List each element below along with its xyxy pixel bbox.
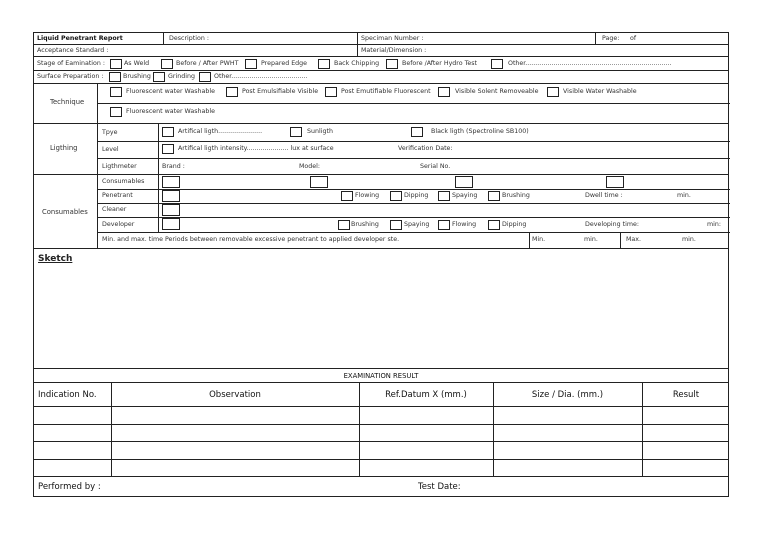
technique-label: Technique [50,98,85,106]
penetrant-box[interactable] [162,190,180,202]
pen-brushing-checkbox[interactable] [488,191,500,201]
period-label: Min. and max. time Periods between removable excessive penetrant to applied developer ste. [102,236,400,243]
intensity-label: Artifical ligth intensity..................... lux at surface [178,145,334,152]
serial-label: Serial No. [420,163,451,170]
artificial-light-checkbox[interactable] [162,127,174,137]
dev-brushing-label: Brushing [351,221,379,228]
prepared-edge-checkbox[interactable] [245,59,257,69]
dev-dipping-checkbox[interactable] [488,220,500,230]
pen-dipping-label: Dipping [404,192,429,199]
lightmeter-label: Ligthmeter [102,163,137,170]
dev-flowing-label: Flowing [452,221,477,228]
fluor-water-2-label: Fluorescent water Washable [126,108,215,115]
brushing-label: Brushing [123,73,151,80]
post-emul-fluor-label: Post Emutifiable Fluorescent [341,88,431,95]
dev-dipping-label: Dipping [502,221,527,228]
post-emul-fluor-checkbox[interactable] [325,87,337,97]
post-emul-visible-label: Post Emulsifiable Visible [242,88,319,95]
consumables-box-4[interactable] [606,176,624,188]
verification-date-label: Verification Date: [398,145,453,152]
cleaner-label: Cleaner [102,206,127,213]
stage-other-checkbox[interactable] [491,59,503,69]
specimen-number-label: Speciman Number : [361,35,424,42]
prepared-edge-label: Prepared Edge [261,60,308,67]
visible-solvent-label: Visible Solent Removeable [455,88,539,95]
col-ref-datum: Ref.Datum X (mm.) [385,390,467,400]
pwht-label: Before / After PWHT [176,60,239,67]
post-emul-visible-checkbox[interactable] [226,87,238,97]
cleaner-box[interactable] [162,204,180,216]
test-date-label: Test Date: [418,482,461,492]
pen-flowing-label: Flowing [355,192,380,199]
dwell-unit-label: min. [677,192,691,199]
header-row [33,32,729,45]
sketch-label: Sketch [38,254,73,264]
page-label: Page: [602,35,620,42]
lighting-level-label: Level [102,146,119,153]
model-label: Model: [299,163,321,170]
period-max-unit: min. [682,236,696,243]
pen-flowing-checkbox[interactable] [341,191,353,201]
footer-row [33,477,729,497]
sketch-area[interactable] [33,249,729,369]
consumables-label: Consumables [42,208,88,216]
penetrant-label: Penetrant [102,192,133,199]
sunlight-checkbox[interactable] [290,127,302,137]
brand-label: Brand : [162,163,185,170]
table-row[interactable] [33,425,729,442]
developer-box[interactable] [162,218,180,230]
result-header-row [33,383,729,407]
technique-block [33,84,729,124]
lighting-block [33,124,729,175]
dev-brushing-checkbox[interactable] [338,220,350,230]
pen-spaying-label: Spaying [452,192,478,199]
dev-spaying-label: Spaying [404,221,430,228]
consumables-row-label: Consumables [102,178,145,185]
result-title: EXAMINATION RESULT [343,372,419,380]
performed-by-label: Performed by : [38,482,101,492]
developing-unit-label: min: [707,221,721,228]
back-chipping-label: Back Chipping [334,60,380,67]
back-chipping-checkbox[interactable] [318,59,330,69]
period-min-label: Min. [532,236,546,243]
lighting-label: Ligthing [50,144,78,152]
surface-row [33,71,729,84]
consumables-box-3[interactable] [455,176,473,188]
table-row[interactable] [33,460,729,477]
as-weld-checkbox[interactable] [110,59,122,69]
consumables-box-1[interactable] [162,176,180,188]
black-light-checkbox[interactable] [411,127,423,137]
fluor-water-checkbox[interactable] [110,87,122,97]
dev-spaying-checkbox[interactable] [390,220,402,230]
pen-brushing-label: Brushing [502,192,530,199]
material-label: Material/Dimension : [361,47,427,54]
consumables-block [33,175,729,249]
col-size: Size / Dia. (mm.) [531,390,604,400]
hydro-test-checkbox[interactable] [386,59,398,69]
dwell-time-label: Dwell time : [585,192,623,199]
stage-other-label: Other......................................................................... [508,60,672,67]
pen-dipping-checkbox[interactable] [390,191,402,201]
grinding-label: Grinding [168,73,195,80]
grinding-checkbox[interactable] [153,72,165,82]
sunlight-label: Sunligth [307,128,333,135]
table-row[interactable] [33,442,729,460]
consumables-box-2[interactable] [310,176,328,188]
black-light-label: Black ligth (Spectroline SB100) [431,128,529,135]
developer-label: Developer [102,221,135,228]
visible-solvent-checkbox[interactable] [438,87,450,97]
period-max-label: Max. [626,236,642,243]
col-indication: Indication No. [38,390,97,400]
result-title-row [33,369,729,383]
col-result: Result [672,390,700,400]
dev-flowing-checkbox[interactable] [438,220,450,230]
description-label: Description : [169,35,209,42]
lighting-type-label: Tpye [102,129,118,136]
fluor-water-2-checkbox[interactable] [110,107,122,117]
hydro-test-label: Before /After Hydro Test [402,60,477,67]
acceptance-row [33,45,729,57]
page-of-label: of [630,35,637,42]
visible-water-label: Visible Water Washable [563,88,637,95]
visible-water-checkbox[interactable] [547,87,559,97]
surface-other-label: Other...................................... [214,73,308,80]
acceptance-label: Acceptance Standard : [37,47,109,54]
artificial-light-label: Artifical ligth...................... [178,128,263,135]
surface-other-checkbox[interactable] [199,72,211,82]
intensity-checkbox[interactable] [162,144,174,154]
as-weld-label: As Weld [124,60,150,67]
stage-label: Stage of Eamination : [37,60,106,67]
pen-spaying-checkbox[interactable] [438,191,450,201]
stage-row [33,57,729,71]
fluor-water-label: Fluorescent water Washable [126,88,215,95]
table-row[interactable] [33,407,729,425]
report-title: Liquid Penetrant Report [37,35,123,42]
brushing-checkbox[interactable] [109,72,121,82]
pwht-checkbox[interactable] [161,59,173,69]
surface-label: Surface Preparation : [37,73,104,80]
col-observation: Observation [209,390,261,400]
period-min-unit: min. [584,236,598,243]
developing-time-label: Developing time: [585,221,640,228]
